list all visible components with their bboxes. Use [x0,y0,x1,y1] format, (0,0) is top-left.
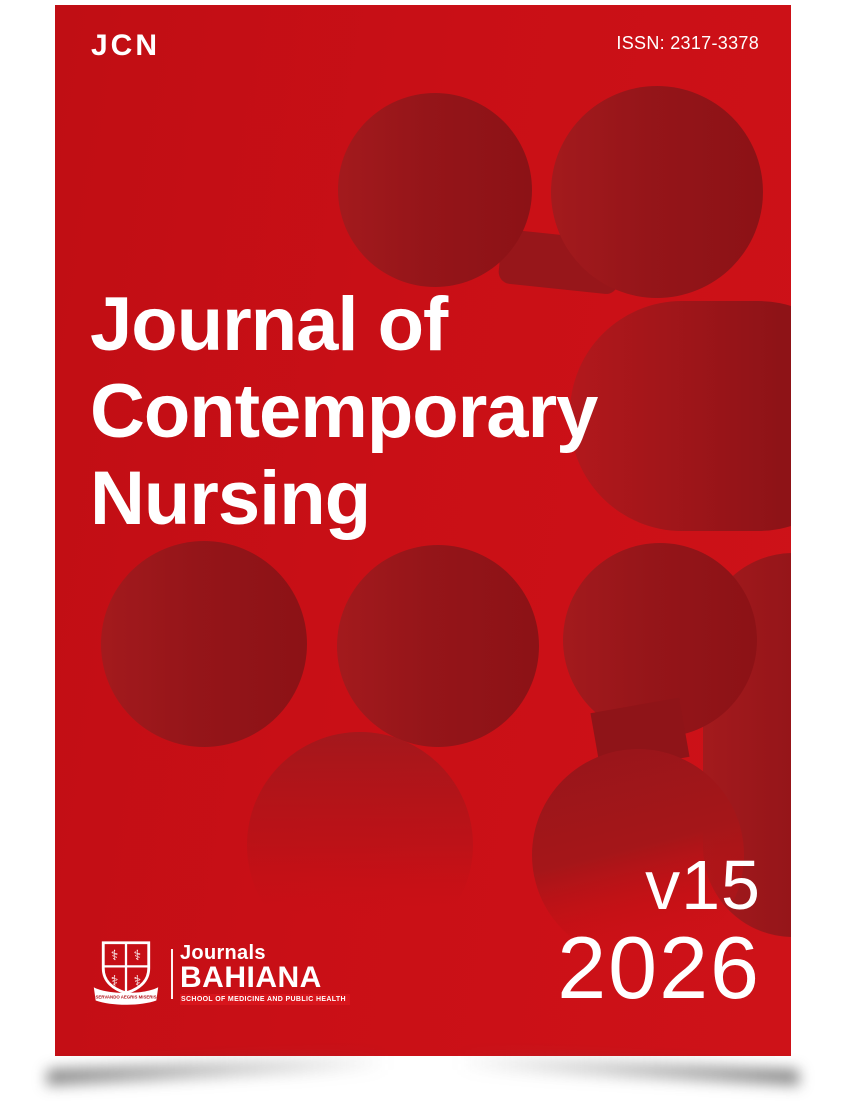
journal-cover [55,5,791,1056]
bahiana-crest-icon [88,938,164,1010]
issn-label: ISSN: 2317-3378 [616,33,759,53]
shadow-left-wing [47,1053,407,1085]
publisher-text-block [180,943,350,1005]
publisher-name: BAHIANA [180,961,322,994]
asclepius-icon: ⚕ [133,973,142,990]
title-line-3: Nursing [90,456,371,541]
asclepius-icon: ⚕ [110,947,119,964]
asclepius-icon: ⚕ [133,947,142,964]
volume-year-block [557,846,761,1017]
shadow-right-wing [439,1053,799,1085]
crest-motto: SERVANDO AEGRIS MISERIS [95,994,157,1000]
journal-abbreviation: JCN [91,29,161,62]
asclepius-icon: ⚕ [110,973,119,990]
title-line-2: Contemporary [90,369,598,454]
journal-title [90,281,597,542]
title-line-1: Journal of [90,282,448,367]
publisher-logo [88,938,350,1010]
volume-label: v15 [645,846,761,924]
logo-divider [171,949,173,999]
year-label: 2026 [557,918,761,1017]
publisher-tagline: SCHOOL OF MEDICINE AND PUBLIC HEALTH [180,994,350,1005]
page-curl-shadow [55,1056,791,1102]
journals-label: Journals [180,942,266,964]
